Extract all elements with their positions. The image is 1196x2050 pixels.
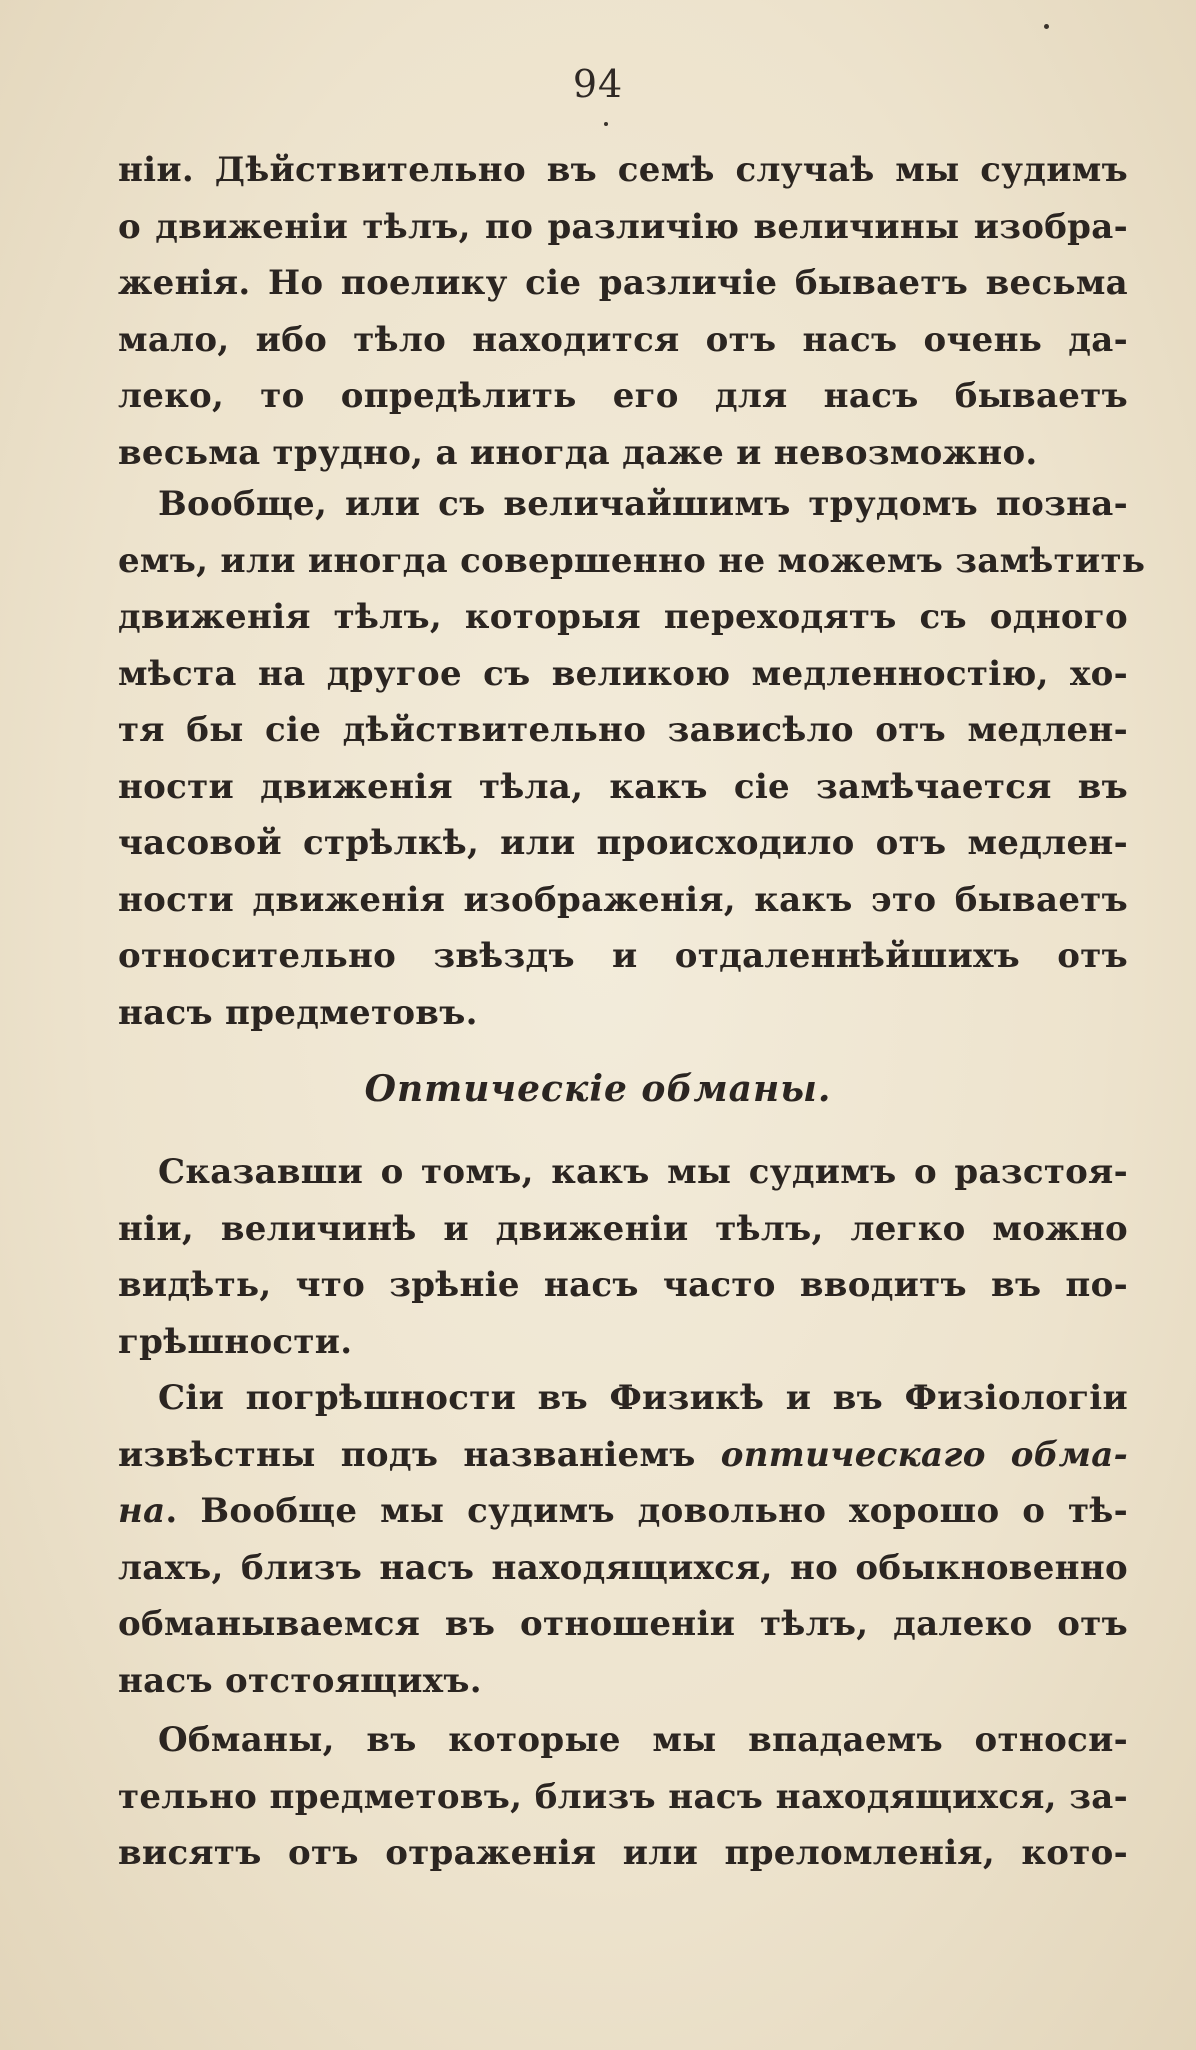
text-run: . Вообще мы судимъ довольно хорошо о тѣ- xyxy=(165,1491,1128,1531)
text-line: обманываемся въ отношенiи тѣлъ, далеко отъ xyxy=(118,1604,1128,1644)
text-line: видѣть, что зрѣнiе насъ часто вводитъ въ по- xyxy=(118,1265,1128,1305)
text-line: женiя. Но поелику сiе различiе бываетъ весьма xyxy=(118,263,1128,303)
text-line: висятъ отъ отраженiя или преломленiя, кото- xyxy=(118,1833,1128,1873)
text-line: леко, то опредѣлить его для насъ бываетъ xyxy=(118,376,1128,416)
text-line: движенiя тѣлъ, которыя переходятъ съ одного xyxy=(118,597,1128,637)
text-line: лахъ, близъ насъ находящихся, но обыкновенно xyxy=(118,1547,1128,1588)
text-line: грѣшности. xyxy=(118,1321,353,1362)
ink-speck xyxy=(604,122,608,126)
text-line: нiи. Дѣйствительно въ семѣ случаѣ мы судимъ xyxy=(118,150,1128,190)
text-line: тельно предметовъ, близъ насъ находящихся, за- xyxy=(118,1776,1128,1817)
text-line xyxy=(118,1427,1128,1484)
paragraph-4 xyxy=(118,1370,1128,1709)
text-line: Вообще, или съ величайшимъ трудомъ позна- xyxy=(158,484,1128,524)
text-line: тя бы сiе дѣйствительно зависѣло отъ медлен- xyxy=(118,710,1128,750)
text-line: насъ отстоящихъ. xyxy=(118,1660,482,1701)
text-line: Сiи погрѣшности въ Физикѣ и въ Физiологiи xyxy=(158,1378,1128,1418)
term-optical-illusion-end: на xyxy=(118,1491,166,1531)
term-optical-illusion: оптическаго обма- xyxy=(720,1434,1128,1475)
text-line: мало, ибо тѣло находится отъ насъ очень да- xyxy=(118,319,1128,360)
text-run: извѣстны подъ названiемъ xyxy=(118,1434,721,1475)
paragraph-2 xyxy=(118,476,1146,1041)
page-number: 94 xyxy=(572,62,624,106)
text-line: весьма трудно, а иногда даже и невозможно. xyxy=(118,432,1038,473)
text-line: часовой стрѣлкѣ, или происходило отъ медлен- xyxy=(118,823,1128,863)
paragraph-5 xyxy=(118,1712,1128,1882)
text-line: насъ предметовъ. xyxy=(118,992,478,1033)
text-line: ности движенiя изображенiя, какъ это бываетъ xyxy=(118,879,1128,920)
text-line: Сказавши о томъ, какъ мы судимъ о разстоя- xyxy=(158,1152,1128,1192)
paragraph-3 xyxy=(118,1144,1128,1370)
text-line: емъ, или иногда совершенно не можемъ замѣтить xyxy=(118,540,1146,581)
text-line: нiи, величинѣ и движенiи тѣлъ, легко можно xyxy=(118,1208,1128,1249)
paragraph-1 xyxy=(118,142,1128,481)
text-line: Обманы, въ которые мы впадаемъ относи- xyxy=(158,1720,1128,1760)
text-line: мѣста на другое съ великою медленностiю, хо- xyxy=(118,653,1128,694)
ink-speck xyxy=(1044,24,1049,29)
section-heading: Оптическiе обманы. xyxy=(364,1068,832,1110)
text-line: о движенiи тѣлъ, по различiю величины изобра- xyxy=(118,206,1128,247)
text-line xyxy=(118,1483,1128,1540)
text-line: относительно звѣздъ и отдаленнѣйшихъ отъ xyxy=(118,936,1128,976)
text-line: ности движенiя тѣла, какъ сiе замѣчается въ xyxy=(118,766,1128,807)
